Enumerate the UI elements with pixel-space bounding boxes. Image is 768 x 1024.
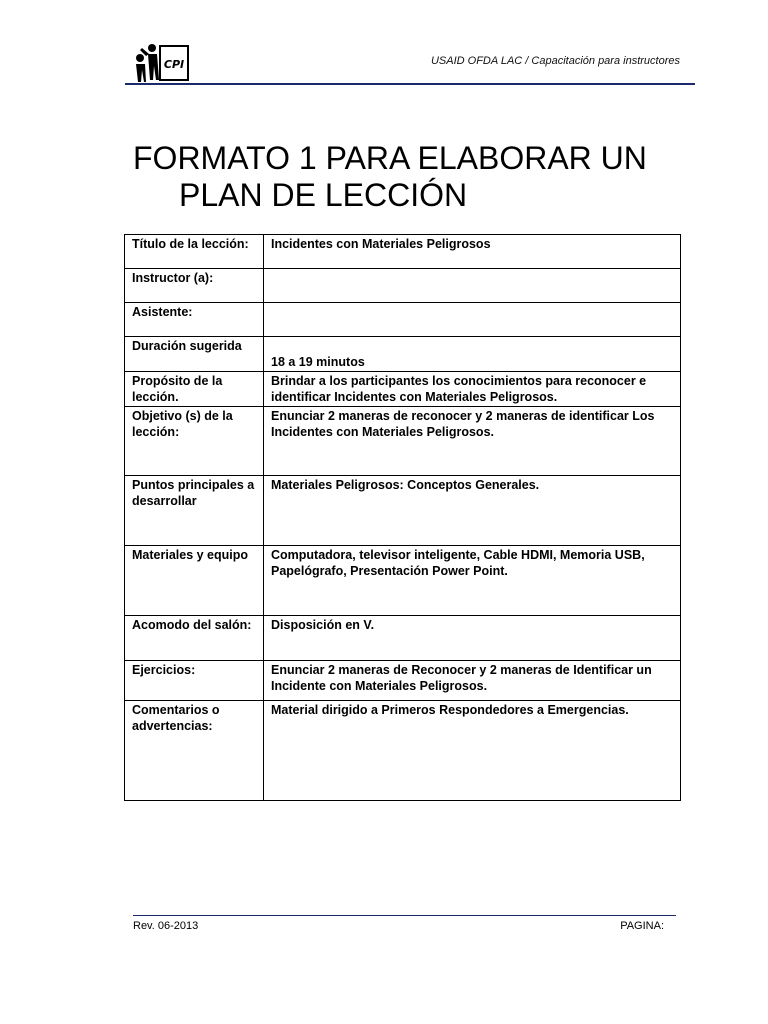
row-value: Disposición en V. [264, 616, 681, 661]
table-row [125, 661, 681, 701]
row-label: Objetivo (s) de la lección: [125, 407, 264, 476]
row-value: Computadora, televisor inteligente, Cable HDMI, Memoria USB, Papelógrafo, Presentación Power Point. [264, 546, 681, 616]
table-row [125, 337, 681, 372]
table-row [125, 372, 681, 407]
page-title [133, 140, 713, 214]
table-row [125, 546, 681, 616]
row-label: Instructor (a): [125, 269, 264, 303]
row-label: Acomodo del salón: [125, 616, 264, 661]
row-value [264, 337, 681, 372]
header-text: USAID OFDA LAC / Capacitación para instructores [430, 55, 680, 67]
row-value [264, 303, 681, 337]
row-label: Puntos principales a desarrollar [125, 476, 264, 546]
table-row [125, 701, 681, 801]
header-divider [125, 83, 695, 85]
row-value: Enunciar 2 maneras de reconocer y 2 maneras de identificar Los Incidentes con Materiales Peligrosos. [264, 407, 681, 476]
row-label: Comentarios o advertencias: [125, 701, 264, 801]
title-line-2: PLAN DE LECCIÓN [179, 177, 468, 213]
logo-lettering: CPI [163, 58, 185, 71]
title-line-1: FORMATO 1 PARA ELABORAR UN [133, 140, 647, 176]
row-label: Duración sugerida [125, 337, 264, 372]
row-label: Propósito de la lección. [125, 372, 264, 407]
table-row [125, 407, 681, 476]
table-row [125, 303, 681, 337]
row-label: Título de la lección: [125, 235, 264, 269]
table-row [125, 269, 681, 303]
row-value: Materiales Peligrosos: Conceptos Generales. [264, 476, 681, 546]
row-label: Asistente: [125, 303, 264, 337]
footer-divider [133, 915, 676, 916]
revision-label: Rev. 06-2013 [133, 920, 199, 932]
row-value [264, 269, 681, 303]
duration-value: 18 a 19 minutos [271, 355, 365, 369]
row-label: Materiales y equipo [125, 546, 264, 616]
row-value: Incidentes con Materiales Peligrosos [264, 235, 681, 269]
lesson-plan-table [124, 234, 681, 801]
table-row [125, 476, 681, 546]
row-label: Ejercicios: [125, 661, 264, 701]
row-value: Material dirigido a Primeros Respondedores a Emergencias. [264, 701, 681, 801]
organization-logo [132, 42, 190, 84]
page-number-label: PAGINA: [620, 920, 664, 932]
row-value: Enunciar 2 maneras de Reconocer y 2 maneras de Identificar un Incidente con Materiales Peligrosos. [264, 661, 681, 701]
table-row [125, 235, 681, 269]
table-row [125, 616, 681, 661]
row-value: Brindar a los participantes los conocimientos para reconocer e identificar Incidentes con Materiales Peligrosos. [264, 372, 681, 407]
